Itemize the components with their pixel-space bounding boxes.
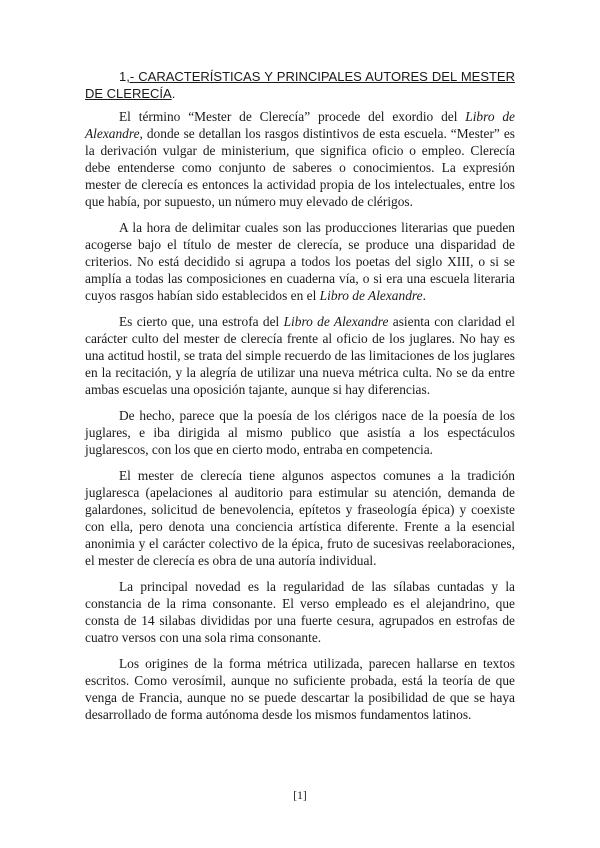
page-number: [1]	[293, 790, 307, 802]
section-heading	[85, 68, 515, 102]
paragraph-list	[85, 108, 515, 723]
paragraph-text: El término “Mester de Clerecía” procede del exordio del	[119, 109, 466, 124]
italic-title-text: Libro de Alexandre	[283, 314, 389, 330]
paragraph-text: Es cierto que, una estrofa del	[119, 314, 284, 330]
paragraph-text: A la hora de delimitar cuales son las producciones literarias que pueden acogerse bajo el título de mester de clerecía, se produce una disparidad de criterios. No está decidido si agrupa a todos los poetas del siglo XIII, o si se amplía a todas las composiciones en cuaderna vía, o si era una escuela literaria cuyos rasgos habían sido establecidos en el	[85, 220, 515, 304]
paragraph-text: .	[422, 288, 426, 304]
paragraph-text: , donde se detallan los rasgos distintivos de esta escuela. “Mester” es la derivación vulgar de ministerium, que significa oficio o empleo. Clerecía debe entenderse como conjunto de saberes o conocimientos. La expresión mester de clerecía es entonces la actividad propia de los intelectuales, entre los que había, por supuesto, un número muy elevado de clérigos.	[85, 126, 515, 210]
heading-number: 1	[119, 69, 127, 84]
paragraph-text: asienta con claridad el carácter culto del mester de clerecía frente al oficio de los juglares. No hay es una actitud hostil, se trata del simple recuerdo de las limitaciones de los juglares en la recitación, y la alegría de utilizar una nueva métrica culta. No se da entre ambas escuelas una oposición tajante, aunque si hay diferencias.	[85, 314, 516, 398]
paragraph	[85, 407, 515, 458]
heading-title: ,- CARACTERÍSTICAS Y PRINCIPALES AUTORES DEL MESTER DE CLERECÍA	[85, 69, 515, 101]
paragraph-text: De hecho, parece que la poesía de los clérigos nace de la poesía de los juglares, e iba dirigida al mismo publico que asistía a los espectáculos juglarescos, con los que en cierto modo, entraba en competencia.	[85, 408, 515, 458]
paragraph	[85, 655, 515, 723]
italic-title-text: Libro de Alexandre	[85, 109, 515, 142]
paragraph-text: El mester de clerecía tiene algunos aspectos comunes a la tradición juglaresca (apelaciones al auditorio para estimular su atención, demanda de galardones, solicitud de benevolencia, epítetos y fraseología épica) y coexiste con ella, pero denota una conciencia artística diferente. Frente a la esencial anonimia y el carácter colectivo de la épica, fruto de sucesivas reelaboraciones, el mester de clerecía es obra de una autoría individual.	[85, 467, 515, 569]
paragraph	[85, 578, 515, 646]
document-body	[85, 68, 515, 732]
paragraph	[85, 108, 515, 211]
paragraph	[85, 467, 515, 570]
heading-period: .	[171, 86, 176, 101]
italic-title-text: Libro de Alexandre	[319, 288, 423, 304]
paragraph	[85, 219, 515, 304]
paragraph	[85, 313, 515, 398]
paragraph-text: Los origines de la forma métrica utilizada, parecen hallarse en textos escritos. Como verosímil, aunque no suficiente probada, está la teoría de que venga de Francia, aunque no se puede descartar la posibilidad de que se haya desarrollado de forma autónoma desde los mismos fundamentos latinos.	[85, 655, 515, 722]
paragraph-text: La principal novedad es la regularidad de las sílabas cuntadas y la constancia de la rima consonante. El verso empleado es el alejandrino, que consta de 14 silabas divididas por una fuerte cesura, agrupados en estrofas de cuatro versos con una sola rima consonante.	[85, 578, 515, 646]
